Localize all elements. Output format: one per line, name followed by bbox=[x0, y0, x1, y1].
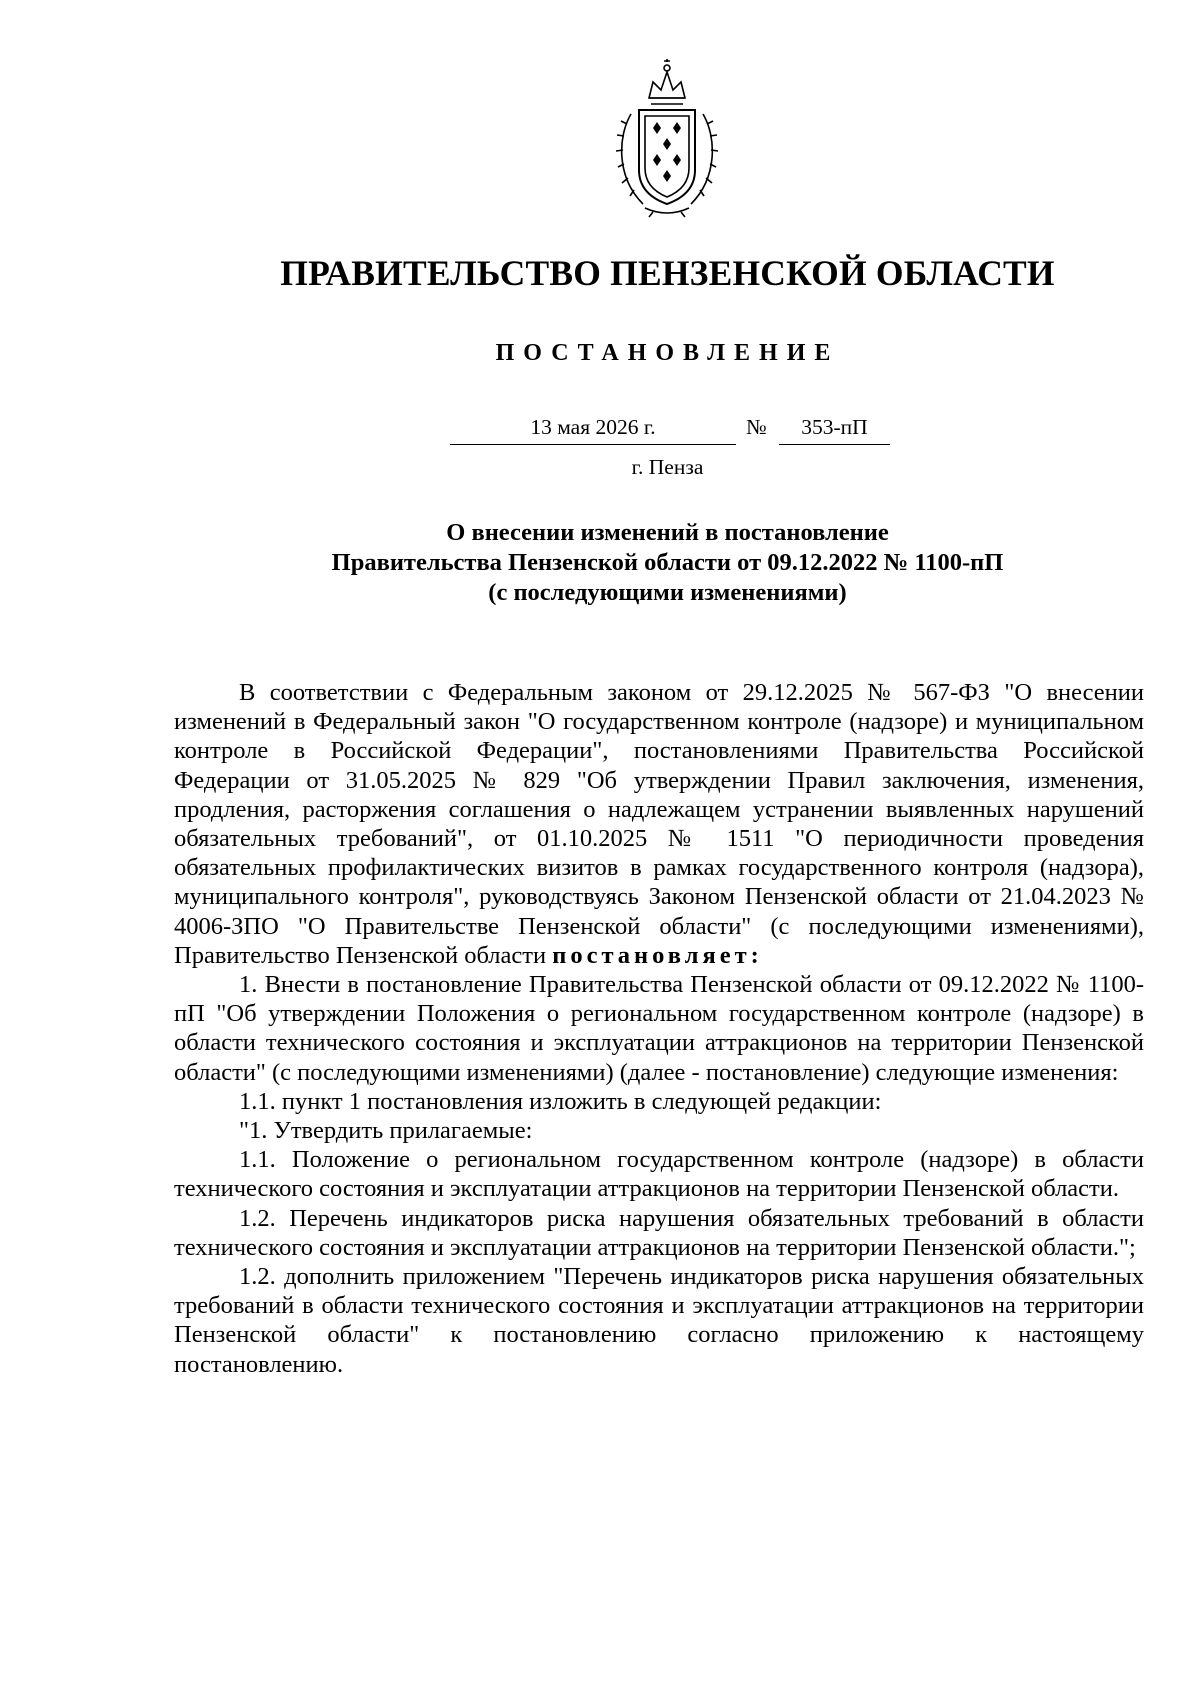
document-body bbox=[174, 678, 1144, 1379]
paragraph-1-1: 1.1. пункт 1 постановления изложить в следующей редакции: bbox=[239, 1087, 882, 1115]
document-number: 353-пП bbox=[779, 415, 890, 445]
subject-line-3: (с последующими изменениями) bbox=[488, 579, 847, 606]
subject-line-2: Правительства Пензенской области от 09.12.2022 № 1100-пП bbox=[331, 549, 1004, 576]
quoted-paragraph-1: "1. Утвердить прилагаемые: bbox=[239, 1117, 533, 1145]
paragraph-1-2: 1.2. дополнить приложением "Перечень индикаторов риска нарушения обязательных требований в области технического состояния и эксплуатации аттракционов на территории Пензенской области" к постановлению согласно приложению к настоящему постановлению. bbox=[174, 1263, 1144, 1378]
coat-of-arms-emblem bbox=[609, 58, 725, 218]
paragraph-1: 1. Внести в постановление Правительства Пензенской области от 09.12.2022 № 1100-пП "Об утверждении Положения о региональном государственном контроле (надзоре) в области технического состояния и эксплуатации аттракционов на территории Пензенской области" (с последующими изменениями) (далее - постановление) следующие изменения: bbox=[174, 971, 1144, 1086]
government-title: ПРАВИТЕЛЬСТВО ПЕНЗЕНСКОЙ ОБЛАСТИ bbox=[280, 253, 1055, 293]
document-subject bbox=[0, 518, 1200, 608]
preamble-text: В соответствии с Федеральным законом от 29.12.2025 № 567-ФЗ "О внесении изменений в Федеральный закон "О государственном контроле (надзоре) и муниципальном контроле в Российской Федерации", постановлениями Правительства Российской Федерации от 31.05.2025 № 829 "Об утверждении Правил заключения, изменения, продления, расторжения соглашения о надлежащем устранении выявленных нарушений обязательных требований", от 01.10.2025 № 1511 "О периодичности проведения обязательных профилактических визитов в рамках государственного контроля (надзора), муниципального контроля", руководствуясь Законом Пензенской области от 21.04.2023 № 4006-ЗПО "О Правительстве Пензенской области" (с последующими изменениями), Правительство Пензенской области bbox=[174, 679, 1144, 969]
resolves-word: постановляет: bbox=[552, 941, 763, 969]
city: г. Пенза bbox=[631, 455, 704, 479]
document-date: 13 мая 2026 г. bbox=[450, 415, 736, 445]
preamble-paragraph bbox=[174, 678, 1144, 970]
date-number-line bbox=[450, 415, 890, 447]
document-type: ПОСТАНОВЛЕНИЕ bbox=[495, 340, 840, 366]
subject-line-1: О внесении изменений в постановление bbox=[446, 519, 889, 546]
number-sign: № bbox=[746, 415, 767, 439]
quoted-paragraph-1-2: 1.2. Перечень индикаторов риска нарушения обязательных требований в области технического состояния и эксплуатации аттракционов на территории Пензенской области."; bbox=[174, 1204, 1144, 1261]
quoted-paragraph-1-1: 1.1. Положение о региональном государственном контроле (надзоре) в области технического состояния и эксплуатации аттракционов на территории Пензенской области. bbox=[174, 1146, 1144, 1203]
